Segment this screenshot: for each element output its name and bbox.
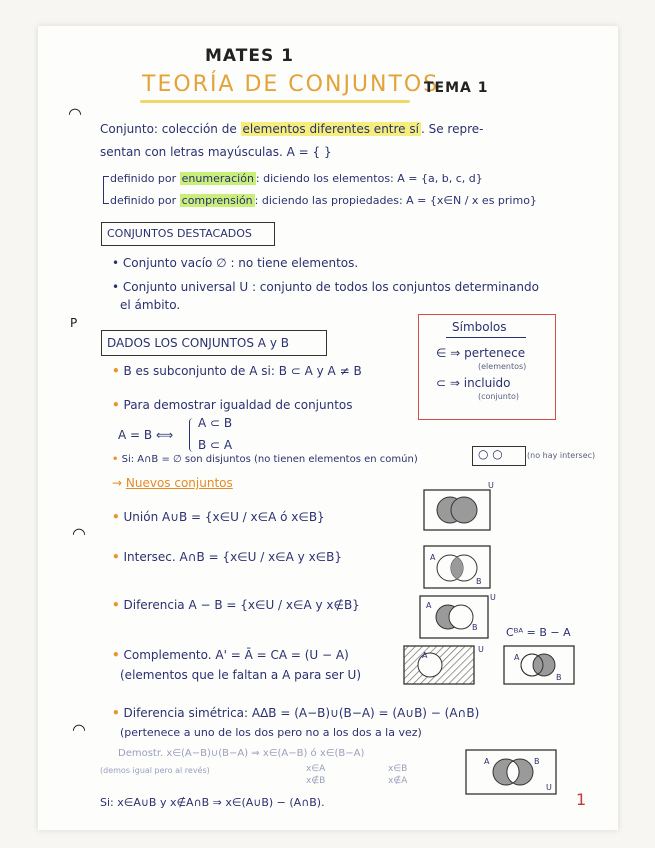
hole-mark: ◠ (68, 104, 82, 123)
text-span: : diciendo las propiedades: A = {x∈N / x es primo} (254, 194, 537, 207)
text-span: Conjunto vacío ∅ : no tiene elementos. (122, 256, 359, 270)
text-span: Conjunto: colección de (100, 122, 241, 136)
a-label: A (514, 653, 520, 662)
u-label: U (490, 593, 496, 602)
set-b-circle (451, 497, 477, 523)
igualdad-top: A ⊂ B (198, 416, 233, 430)
highlight: elementos diferentes entre sí (242, 122, 419, 136)
subconjunto-item (112, 364, 362, 378)
text-span: Complemento. A' = Ā = CA = (U − A) (123, 648, 349, 662)
text-span: definido por (110, 194, 180, 207)
page-title: MATES 1 (205, 46, 294, 66)
demostr-b1: x∈B (388, 764, 408, 774)
a-label: A (430, 553, 436, 562)
hole-mark: P (70, 316, 78, 330)
igualdad-bottom: B ⊂ A (198, 438, 233, 452)
bullet: • (112, 398, 120, 412)
cba-formula: Cᴮᴬ = B − A (506, 626, 571, 639)
bullet: • (112, 706, 120, 720)
text-span: Diferencia A − B = {x∈U / x∈A y x∉B} (123, 598, 360, 612)
comprension-line (110, 194, 537, 207)
bullet: • (112, 510, 120, 524)
page-subtitle: TEORÍA DE CONJUNTOS (142, 72, 440, 97)
pertenece-note: (elementos) (478, 362, 527, 371)
brace (189, 418, 196, 452)
universal-item-2: el ámbito. (120, 298, 181, 312)
complemento-diagram (400, 640, 490, 690)
simbolos-heading: Símbolos (452, 320, 507, 334)
bullet: • (112, 648, 120, 662)
dados-heading: DADOS LOS CONJUNTOS A y B (107, 336, 289, 350)
highlight: enumeración (181, 172, 254, 185)
interseccion-diagram (420, 540, 500, 596)
u-label: U (546, 783, 552, 792)
u-label: U (478, 645, 484, 654)
text-span: definido por (110, 172, 180, 185)
enumeracion-line (110, 172, 483, 185)
b-label: B (476, 577, 482, 586)
simetrica-item (112, 706, 479, 720)
simetrica-note: (pertenece a uno de los dos pero no a los dos a la vez) (120, 726, 422, 739)
bullet: • (112, 550, 120, 564)
bullet: • (112, 598, 120, 612)
diferencia-item (112, 598, 360, 612)
complemento-note: (elementos que le faltan a A para ser U) (120, 668, 362, 682)
text-span: Nuevos conjuntos (125, 476, 233, 490)
a-label: A (422, 651, 428, 660)
b-label: B (472, 623, 478, 632)
pertenece-symbol: ∈ ⇒ pertenece (436, 346, 526, 360)
text-span: Intersec. A∩B = {x∈U / x∈A y x∈B} (123, 550, 342, 564)
bullet: • (112, 364, 120, 378)
hole-mark: ◠ (72, 524, 86, 543)
demostr-a1: x∈A (306, 764, 326, 774)
incluido-symbol: ⊂ ⇒ incluido (436, 376, 511, 390)
highlight: comprensión (181, 194, 253, 207)
intersection-blank (507, 761, 519, 783)
text-span: Unión A∪B = {x∈U / x∈A ó x∈B} (123, 510, 325, 524)
text-span: Para demostrar igualdad de conjuntos (123, 398, 353, 412)
demostr-b2: x∉A (388, 776, 408, 786)
complemento-item (112, 648, 349, 662)
u-label: U (488, 482, 494, 490)
divider (446, 337, 526, 338)
conjunto-definition-2: sentan con letras mayúsculas. A = { } (100, 145, 332, 159)
no-interseccion-note: (no hay intersec) (527, 451, 596, 460)
union-diagram (420, 482, 500, 538)
brace (103, 176, 109, 204)
vacio-item: • Conjunto vacío ∅ : no tiene elementos. (112, 256, 359, 270)
cba-diagram (500, 640, 580, 690)
destacados-heading: CONJUNTOS DESTACADOS (107, 227, 252, 240)
universal-item: • Conjunto universal U : conjunto de todos los conjuntos determinando (112, 280, 539, 294)
text-span: : diciendo los elementos: A = {a, b, c, d} (255, 172, 483, 185)
b-label: B (556, 673, 562, 682)
text-span: Diferencia simétrica: AΔB = (A−B)∪(B−A) = (A∪B) − (A∩B) (123, 706, 480, 720)
interseccion-item (112, 550, 342, 564)
tema-label: TEMA 1 (424, 80, 489, 96)
demostr-a2: x∉B (306, 776, 326, 786)
diferencia-diagram (416, 590, 500, 646)
subtitle-underline (140, 100, 410, 103)
igualdad-item (112, 398, 353, 412)
union-item (112, 510, 325, 524)
disjuntos-item (112, 454, 418, 465)
b-label: B (534, 757, 540, 766)
demostr-line: Demostr. x∈(A−B)∪(B−A) ⇒ x∈(A−B) ó x∈(B−A) (118, 748, 365, 759)
hole-mark: ◠ (72, 720, 86, 739)
text-span: Conjunto universal U : conjunto de todos los conjuntos determinando (122, 280, 539, 294)
a-label: A (426, 601, 432, 610)
si-line: Si: x∈A∪B y x∉A∩B ⇒ x∈(A∪B) − (A∩B). (100, 796, 325, 809)
intersection-shade (451, 557, 463, 579)
nuevos-heading: → Nuevos conjuntos (112, 476, 233, 490)
igualdad-lhs: A = B ⟺ (118, 428, 174, 442)
simetrica-diagram (462, 746, 562, 798)
a-label: A (484, 757, 490, 766)
disjoint-circles: ○ ○ (478, 447, 503, 461)
text-span: . Se repre- (420, 122, 484, 136)
bullet: • (112, 454, 119, 465)
text-span: Si: A∩B = ∅ son disjuntos (no tienen elementos en común) (121, 454, 418, 465)
page-number: 1 (576, 790, 587, 809)
set-b-circle (449, 605, 473, 629)
set-b-circle (533, 654, 555, 676)
demostr-note: (demos igual pero al revés) (100, 766, 210, 775)
text-span: B es subconjunto de A si: B ⊂ A y A ≠ B (123, 364, 362, 378)
conjunto-definition (100, 122, 483, 136)
incluido-note: (conjunto) (478, 392, 519, 401)
